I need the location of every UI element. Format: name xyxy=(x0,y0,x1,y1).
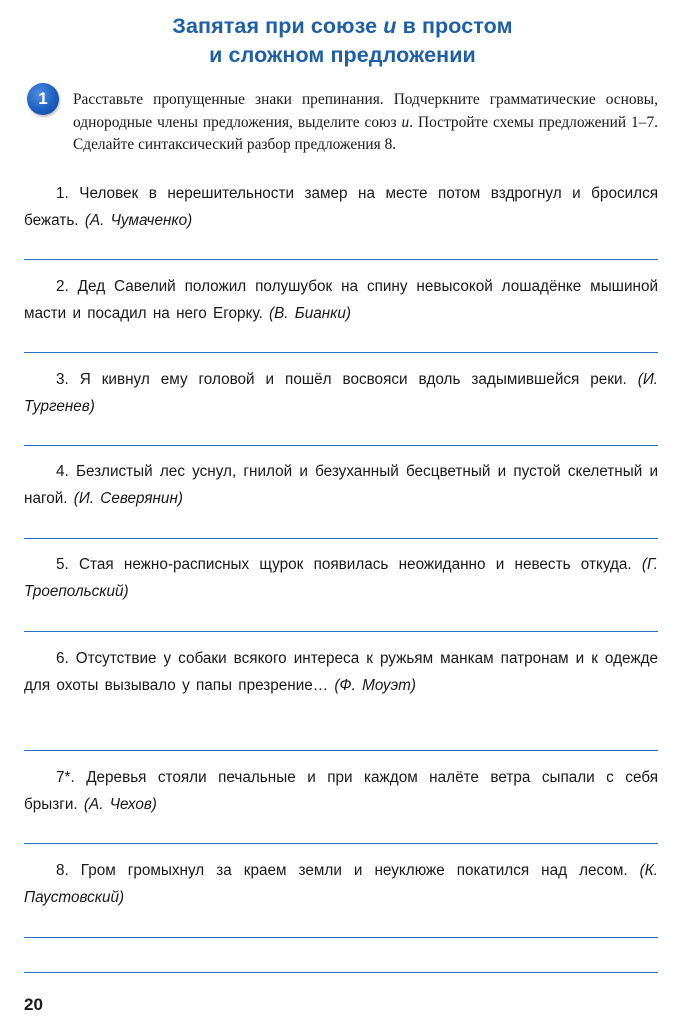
sentence-author: (А. Чумаченко) xyxy=(84,212,193,229)
answer-line[interactable] xyxy=(24,445,658,446)
sentence-5: 5. Стая нежно-расписных щурок появилась неожиданно и невесть откуда. (Г. Троепольский) xyxy=(24,556,659,600)
sentence-4: 4. Безлистый лес уснул, гнилой и безуханный бесцветный и пустой скелетный и нагой. (И. Северянин) xyxy=(24,463,659,507)
sentence-author: (И. Северянин) xyxy=(73,490,183,507)
answer-line[interactable] xyxy=(24,972,658,973)
answer-line[interactable] xyxy=(24,843,658,844)
answer-line[interactable] xyxy=(24,259,658,260)
answer-line[interactable] xyxy=(24,750,658,751)
sentence-author: (В. Бианки) xyxy=(268,305,351,322)
answer-line[interactable] xyxy=(24,937,658,938)
sentence-2: 2. Дед Савелий положил полушубок на спину невысокой лошадёнке мышиной масти и посадил на него Егорку. (В. Бианки) xyxy=(24,278,659,322)
page-title xyxy=(0,12,685,70)
exercise-number-badge: 1 xyxy=(27,83,59,115)
sentence-8: 8. Гром громыхнул за краем земли и неуклюже покатился над лесом. (К. Паустовский) xyxy=(24,862,659,906)
sentence-author: (Г. Троепольский) xyxy=(24,556,659,600)
sentence-author: (И. Тургенев) xyxy=(24,371,659,415)
sentence-7: 7*. Деревья стояли печальные и при каждом налёте ветра сыпали с себя брызги. (А. Чехов) xyxy=(24,769,658,813)
answer-line[interactable] xyxy=(24,538,658,539)
answer-line[interactable] xyxy=(24,352,658,353)
sentence-1: 1. Человек в нерешительности замер на месте потом вздрогнул и бросился бежать. (А. Чумаченко) xyxy=(24,185,659,229)
sentence-3: 3. Я кивнул ему головой и пошёл восвояси вдоль задымившейся реки. (И. Тургенев) xyxy=(24,371,659,415)
title-conjunction: и xyxy=(383,14,397,38)
title-line-1: Запятая при союзе и в простом xyxy=(172,14,513,38)
sentence-author: (А. Чехов) xyxy=(83,796,157,813)
sentence-6: 6. Отсутствие у собаки всякого интереса к ружьям манкам патронам и к одежде для охоты вызывало у папы презрение… (Ф. Моуэт) xyxy=(24,650,659,694)
sentence-author: (К. Паустовский) xyxy=(24,862,659,906)
sentence-author: (Ф. Моуэт) xyxy=(334,677,417,694)
title-line-2: и сложном предложении xyxy=(209,43,476,67)
page-number: 20 xyxy=(24,995,43,1014)
instruction-conjunction: и xyxy=(401,113,410,131)
answer-line[interactable] xyxy=(24,631,658,632)
exercise-instruction: Расставьте пропущенные знаки препинания. Подчеркните грамматические основы, однородные члены предложения, выделите союз и. Постройте схемы предложений 1–7. Сделайте синтаксический разбор предложения 8. xyxy=(73,91,658,153)
